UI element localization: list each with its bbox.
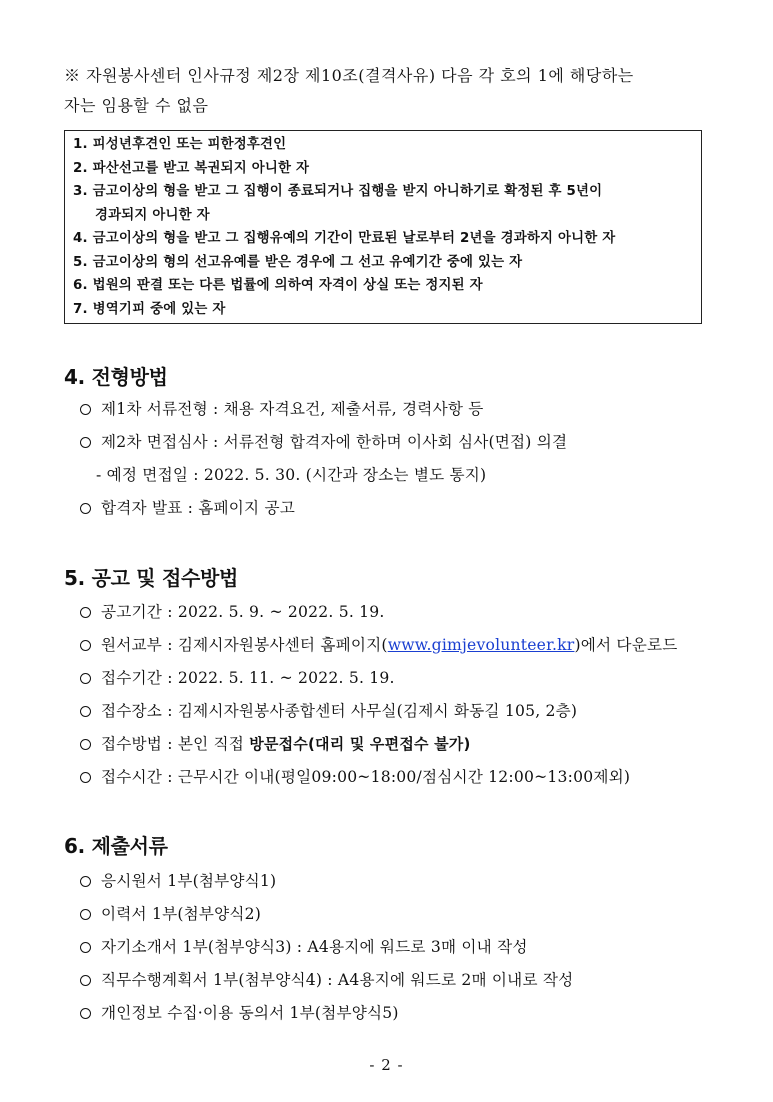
receipt-time: 접수시간 : 근무시간 이내(평일09:00~18:00/점심시간 12:00~13:00제외) <box>101 768 631 786</box>
list-item <box>80 931 760 964</box>
disqualification-item-2: 2. 파산선고를 받고 복권되지 아니한 자 <box>73 160 310 176</box>
list-item-text: 자기소개서 1부(첨부양식3) : A4용지에 워드로 3매 이내 작성 <box>101 938 528 956</box>
circle-bullet-icon <box>80 909 91 920</box>
list-item <box>80 964 760 997</box>
disqualification-item-6: 6. 법원의 판결 또는 다른 법률에 의하여 자격이 상실 또는 정지된 자 <box>73 278 483 293</box>
list-item-text: 직무수행계획서 1부(첨부양식4) : A4용지에 워드로 2매 이내로 작성 <box>101 971 574 989</box>
list-item-text: 제2차 면접심사 : 서류전형 합격자에 한하며 이사회 심사(면접) 의결 <box>101 433 568 451</box>
intro-line-1: ※ 자원봉사센터 인사규정 제2장 제10조(결격사유) 다음 각 호의 1에 해당하는 <box>64 66 634 85</box>
circle-bullet-icon <box>80 772 91 783</box>
section-6-list <box>80 865 760 1030</box>
intro-line-2: 자는 임용할 수 없음 <box>64 96 209 115</box>
receipt-method-prefix: 접수방법 : 본인 직접 <box>101 735 250 753</box>
list-item <box>80 728 760 761</box>
intro-note <box>64 61 714 121</box>
list-item <box>80 695 760 728</box>
section-4-list <box>80 393 760 525</box>
form-distribution-suffix: )에서 다운로드 <box>574 636 678 654</box>
disqualification-item-4: 4. 금고이상의 형을 받고 그 집행유예의 기간이 만료된 날로부터 2년을 경과하지 아니한 자 <box>73 231 616 246</box>
list-item <box>80 662 760 695</box>
receipt-period: 접수기간 : 2022. 5. 11. ~ 2022. 5. 19. <box>101 669 395 687</box>
circle-bullet-icon <box>80 706 91 717</box>
circle-bullet-icon <box>80 404 91 415</box>
list-item-text: 제1차 서류전형 : 채용 자격요건, 제출서류, 경력사항 등 <box>101 400 484 418</box>
circle-bullet-icon <box>80 640 91 651</box>
disqualification-box <box>64 130 702 324</box>
section-4-title: 4. 전형방법 <box>64 365 168 389</box>
disqualification-item-5: 5. 금고이상의 형의 선고유예를 받은 경우에 그 선고 유예기간 중에 있는 자 <box>73 254 523 270</box>
list-item <box>80 426 760 459</box>
list-item-text: 이력서 1부(첨부양식2) <box>101 905 262 923</box>
circle-bullet-icon <box>80 503 91 514</box>
disqualification-item-3-cont: 경과되지 아니한 자 <box>95 207 210 223</box>
section-5-title: 5. 공고 및 접수방법 <box>64 566 239 590</box>
circle-bullet-icon <box>80 942 91 953</box>
circle-bullet-icon <box>80 876 91 887</box>
list-item-text: 합격자 발표 : 홈페이지 공고 <box>101 499 295 517</box>
page-number: - 2 - <box>369 1056 404 1074</box>
list-item <box>80 997 760 1030</box>
circle-bullet-icon <box>80 1008 91 1019</box>
circle-bullet-icon <box>80 975 91 986</box>
list-item-text: 개인정보 수집·이용 동의서 1부(첨부양식5) <box>101 1004 399 1022</box>
section-6-title: 6. 제출서류 <box>64 834 168 858</box>
homepage-link[interactable]: www.gimjevolunteer.kr <box>387 636 575 654</box>
circle-bullet-icon <box>80 437 91 448</box>
list-item <box>80 629 760 662</box>
circle-bullet-icon <box>80 607 91 618</box>
list-item <box>80 865 760 898</box>
circle-bullet-icon <box>80 673 91 684</box>
disqualification-item-3: 3. 금고이상의 형을 받고 그 집행이 종료되거나 집행을 받지 아니하기로 확정된 후 5년이 <box>73 184 603 199</box>
section-5-list <box>80 596 760 794</box>
disqualification-item-7: 7. 병역기피 중에 있는 자 <box>73 301 226 317</box>
disqualification-item-1: 1. 피성년후견인 또는 피한정후견인 <box>73 137 287 152</box>
list-item-text: 응시원서 1부(첨부양식1) <box>101 872 277 890</box>
list-item <box>80 596 760 629</box>
list-item <box>80 898 760 931</box>
circle-bullet-icon <box>80 739 91 750</box>
announce-period: 공고기간 : 2022. 5. 9. ~ 2022. 5. 19. <box>101 603 385 621</box>
receipt-place: 접수장소 : 김제시자원봉사종합센터 사무실(김제시 화동길 105, 2층) <box>101 702 578 720</box>
list-subitem <box>80 459 760 492</box>
list-item <box>80 492 760 525</box>
list-item <box>80 393 760 426</box>
list-item <box>80 761 760 794</box>
receipt-method-bold: 방문접수(대리 및 우편접수 불가) <box>249 735 471 753</box>
list-subitem-text: - 예정 면접일 : 2022. 5. 30. (시간과 장소는 별도 통지) <box>96 466 487 484</box>
form-distribution-prefix: 원서교부 : 김제시자원봉사센터 홈페이지( <box>101 636 388 654</box>
